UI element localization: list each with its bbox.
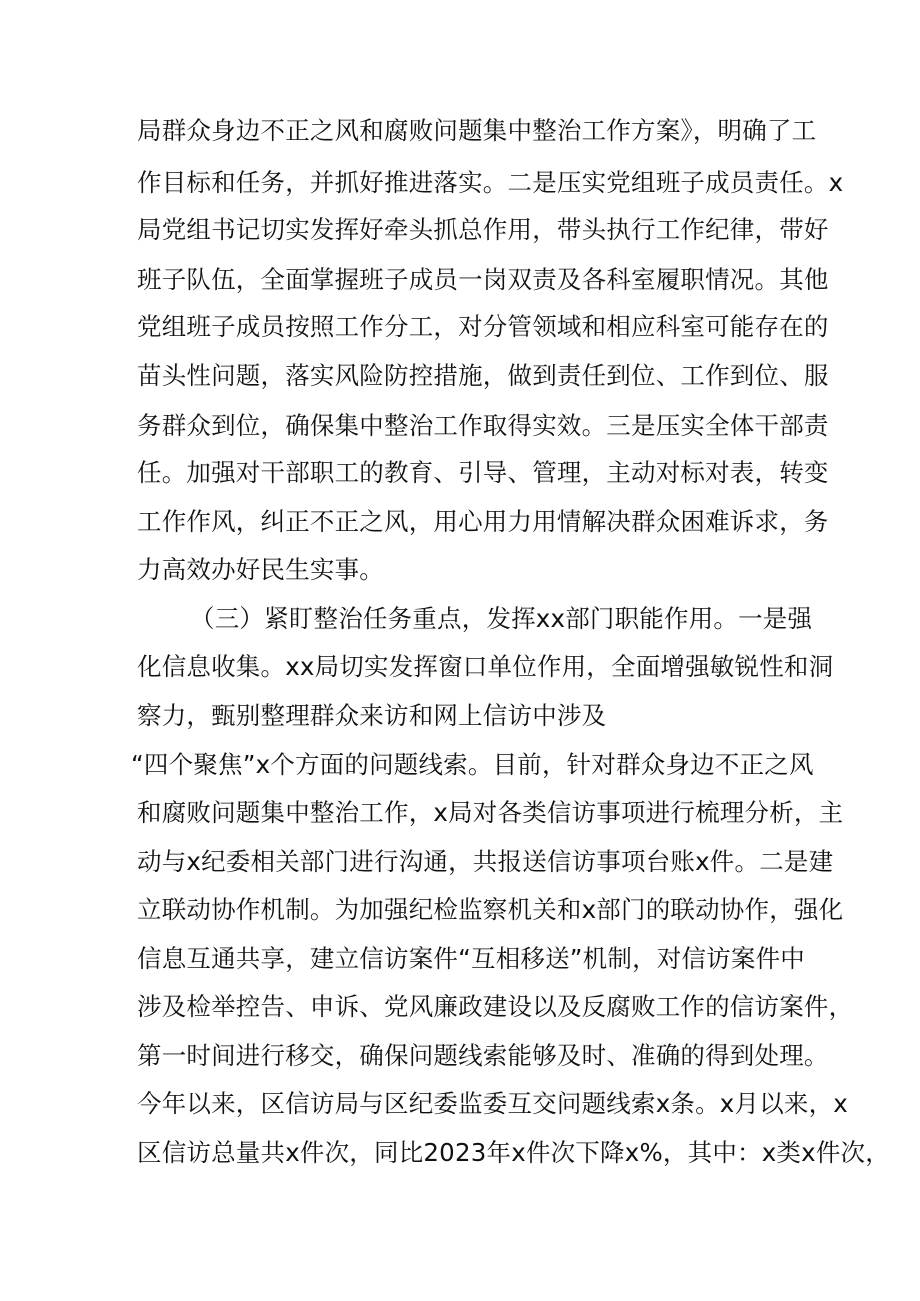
text-line: 区信访总量共x件次，同比2023年x件次下降x%，其中：x类x件次， (137, 1138, 890, 1167)
text-line: 局群众身边不正之风和腐败问题集中整治工作方案》，明确了工 (137, 116, 817, 145)
text-line: 工作作风，纠正不正之风，用心用力用情解决群众困难诉求，务 (137, 507, 829, 536)
text-line: 苗头性问题，落实风险防控措施，做到责任到位、工作到位、服 (137, 361, 829, 390)
text-line: 察力，甄别整理群众来访和网上信访中涉及 (137, 701, 607, 730)
text-line: 务群众到位，确保集中整治工作取得实效。三是压实全体干部责 (137, 411, 829, 440)
text-line: 立联动协作机制。为加强纪检监察机关和x部门的联动协作，强化 (137, 895, 844, 924)
text-line: 党组班子成员按照工作分工，对分管领域和相应科室可能存在的 (137, 312, 829, 341)
text-line: 今年以来，区信访局与区纪委监委互交问题线索x条。x月以来，x (137, 1089, 848, 1118)
text-line: 涉及检举控告、申诉、党风廉政建设以及反腐败工作的信访案件， (137, 992, 854, 1021)
text-line: 化信息收集。xx局切实发挥窗口单位作用，全面增强敏锐性和洞 (137, 652, 834, 681)
text-line: 和腐败问题集中整治工作，x局对各类信访事项进行梳理分析，主 (137, 798, 844, 827)
text-line: 信息互通共享，建立信访案件“互相移送”机制，对信访案件中 (137, 944, 805, 973)
text-line: “四个聚焦”x个方面的问题线索。目前，针对群众身边不正之风 (131, 750, 814, 779)
text-line: 局党组书记切实发挥好牵头抓总作用，带头执行工作纪律，带好 (137, 215, 829, 244)
text-line: 作目标和任务，并抓好推进落实。二是压实党组班子成员责任。x (137, 168, 844, 197)
text-line: 任。加强对干部职工的教育、引导、管理，主动对标对表，转变 (137, 458, 829, 487)
section-heading-line: （三）紧盯整治任务重点，发挥xx部门职能作用。一是强 (190, 604, 813, 633)
text-line: 班子队伍，全面掌握班子成员一岗双责及各科室履职情况。其他 (137, 265, 829, 294)
text-line: 动与x纪委相关部门进行沟通，共报送信访事项台账x件。二是建 (137, 847, 834, 876)
text-line: 力高效办好民生实事。 (137, 555, 384, 584)
text-line: 第一时间进行移交，确保问题线索能够及时、准确的得到处理。 (137, 1041, 829, 1070)
